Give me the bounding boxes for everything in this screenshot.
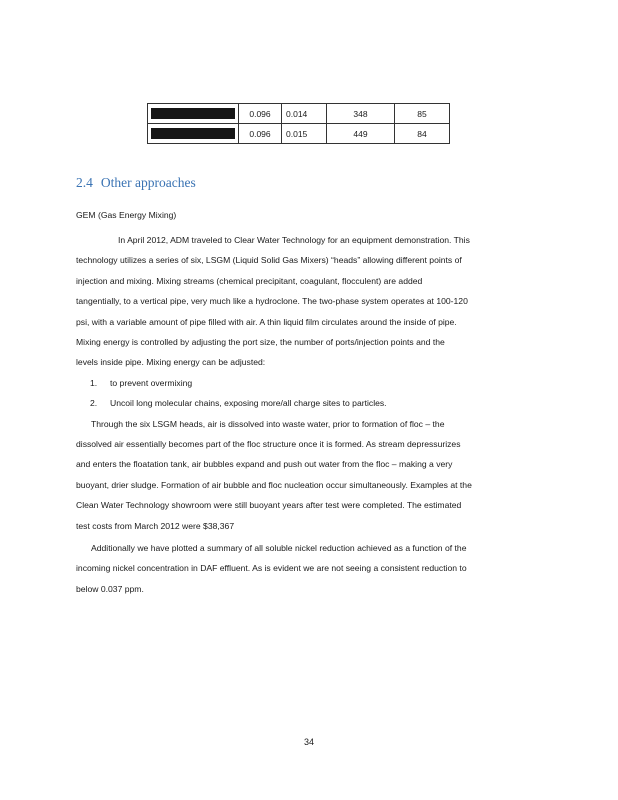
list-text: Uncoil long molecular chains, exposing more/all charge sites to particles. [110,398,387,409]
list-text: to prevent overmixing [110,377,193,388]
list-marker: 1. [90,377,98,388]
redaction-bar [151,108,235,119]
table-cell: 0.014 [282,104,327,124]
text-line: Through the six LSGM heads, air is dissolved into waste water, prior to formation of floc – the [91,418,445,429]
table-cell: 0.096 [239,124,282,144]
text-line: dissolved air essentially becomes part of the floc structure once it is formed. As stream depressurizes [76,439,461,450]
text-line: levels inside pipe. Mixing energy can be adjusted: [76,357,266,368]
text-line: technology utilizes a series of six, LSGM (Liquid Solid Gas Mixers) “heads” allowing different points of [76,255,462,266]
table-cell: 449 [327,124,395,144]
text-line: In April 2012, ADM traveled to Clear Water Technology for an equipment demonstration. This [118,235,470,245]
table-cell: 84 [395,124,450,144]
list-item [76,373,526,393]
text-line: and enters the floatation tank, air bubbles expand and push out water from the floc – making a very [76,459,453,470]
paragraph-gem-description [76,230,526,536]
subsection-heading: GEM (Gas Energy Mixing) [76,210,177,220]
section-title: Other approaches [100,175,196,190]
paragraph-nickel-summary [76,538,526,599]
text-line: psi, with a variable amount of pipe filled with air. A thin liquid film circulates around the inside of pipe. [76,316,457,327]
redaction-bar [151,128,235,139]
text-line: test costs from March 2012 were $38,367 [76,520,235,531]
text-line: Clean Water Technology showroom were still buoyant years after test were completed. The estimated [76,500,462,511]
text-line: tangentially, to a vertical pipe, very much like a hydroclone. The two-phase system operates at 100-120 [76,296,468,307]
list-item [76,393,526,413]
table-cell: 0.096 [239,104,282,124]
table-row [148,104,450,124]
table-row [148,124,450,144]
list-marker: 2. [90,398,98,409]
table-cell: 348 [327,104,395,124]
text-line: injection and mixing. Mixing streams (chemical precipitant, coagulant, flocculent) are added [76,275,423,286]
results-table [147,103,450,144]
section-heading [76,175,196,191]
redacted-cell [148,104,239,124]
redacted-cell [148,124,239,144]
section-number: 2.4 [76,175,93,190]
text-line: Additionally we have plotted a summary of all soluble nickel reduction achieved as a function of the [91,543,467,553]
text-line: buoyant, drier sludge. Formation of air bubble and floc nucleation occur simultaneously. Examples at the [76,479,472,490]
text-line: Mixing energy is controlled by adjusting the port size, the number of ports/injection points and the [76,337,445,348]
text-line: below 0.037 ppm. [76,583,144,594]
table-cell: 85 [395,104,450,124]
page-number: 34 [303,737,314,747]
text-line: incoming nickel concentration in DAF effluent. As is evident we are not seeing a consistent reduction to [76,563,467,574]
table-cell: 0.015 [282,124,327,144]
